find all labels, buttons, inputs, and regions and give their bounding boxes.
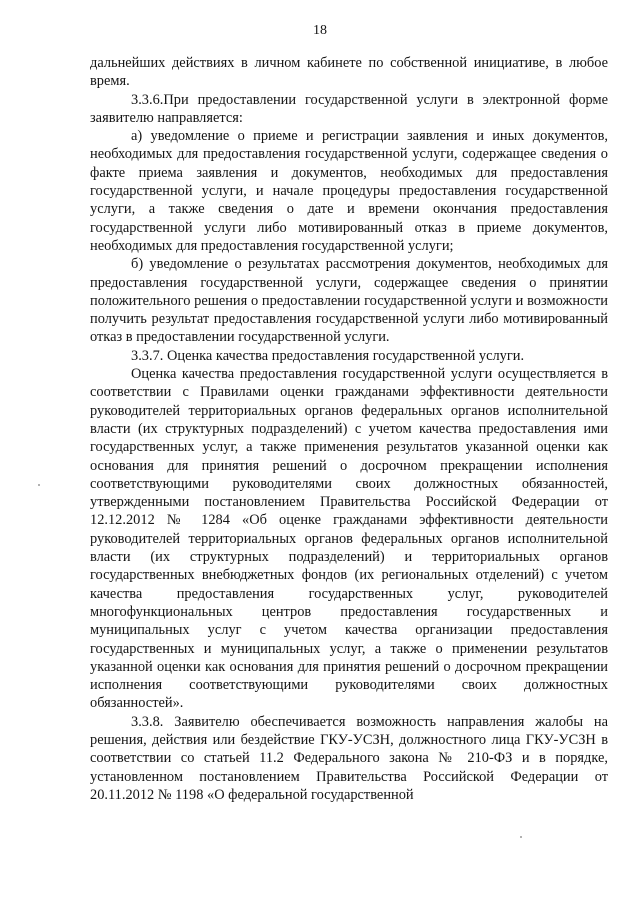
scan-speck: [38, 484, 40, 486]
paragraph-3-3-6-a: а) уведомление о приеме и регистрации заявления и иных документов, необходимых для предоставления государственной услуги, содержащее сведения о факте приема заявления и документов, необходимых для предоставления государственной услуги, и начале процедуры предоставления государственной услуги, а также сведения о дате и времени окончания предоставления государственной услуги либо мотивированный отказ в приеме документов, необходимых для предоставления государственной услуги;: [90, 128, 608, 254]
paragraph-3-3-8: 3.3.8. Заявителю обеспечивается возможность направления жалобы на решения, действия или бездействие ГКУ-УСЗН, должностного лица ГКУ-УСЗН в соответствии со статьей 11.2 Федерального закона № 210-ФЗ и в порядке, установленном постановлением Правительства Российской Федерации от 20.11.2012 № 1198 «О федеральной государственной: [90, 713, 608, 803]
paragraph-3-3-7-body: Оценка качества предоставления государственной услуги осуществляется в соответствии с Правилами оценки гражданами эффективности деятельности руководителей территориальных органов федеральных органов исполнительной власти (их структурных подразделений) с учетом качества предоставления ими государственных услуг, а также применения результатов указанной оценки как основания для принятия решений о досрочном прекращении исполнения соответствующими руководителями своих должностных обязанностей, утвержденными постановлением Правительства Российской Федерации от 12.12.2012 № 1284 «Об оценке гражданами эффективности деятельности руководителей территориальных органов федеральных органов исполнительной власти (их структурных подразделений) и территориальных органов государственных внебюджетных фондов (их региональных отделений) с учетом качества предоставления государственных услуг, руководителей многофункциональных центров предоставления государственных и муниципальных услуг с учетом качества организации предоставления государственных и муниципальных услуг, а также о применении результатов указанной оценки как основания для принятия решений о досрочном прекращении исполнения соответствующими руководителями своих должностных обязанностей».: [90, 366, 608, 712]
page-number: 18: [313, 23, 327, 38]
paragraph-3-3-6-b: б) уведомление о результатах рассмотрения документов, необходимых для предоставления государственной услуги, содержащее сведения о принятии положительного решения о предоставлении государственной услуги и возможности получить результат предоставления государственной услуги либо мотивированный отказ в предоставлении государственной услуги.: [90, 256, 608, 346]
paragraph-3-3-7-heading: 3.3.7. Оценка качества предоставления государственной услуги.: [131, 347, 525, 364]
paragraph-continuation: дальнейших действиях в личном кабинете по собственной инициативе, в любое время.: [90, 55, 608, 90]
document-body: [90, 54, 608, 804]
scan-speck: [520, 836, 522, 838]
paragraph-3-3-6: 3.3.6.При предоставлении государственной услуги в электронной форме заявителю направляется:: [90, 91, 608, 126]
